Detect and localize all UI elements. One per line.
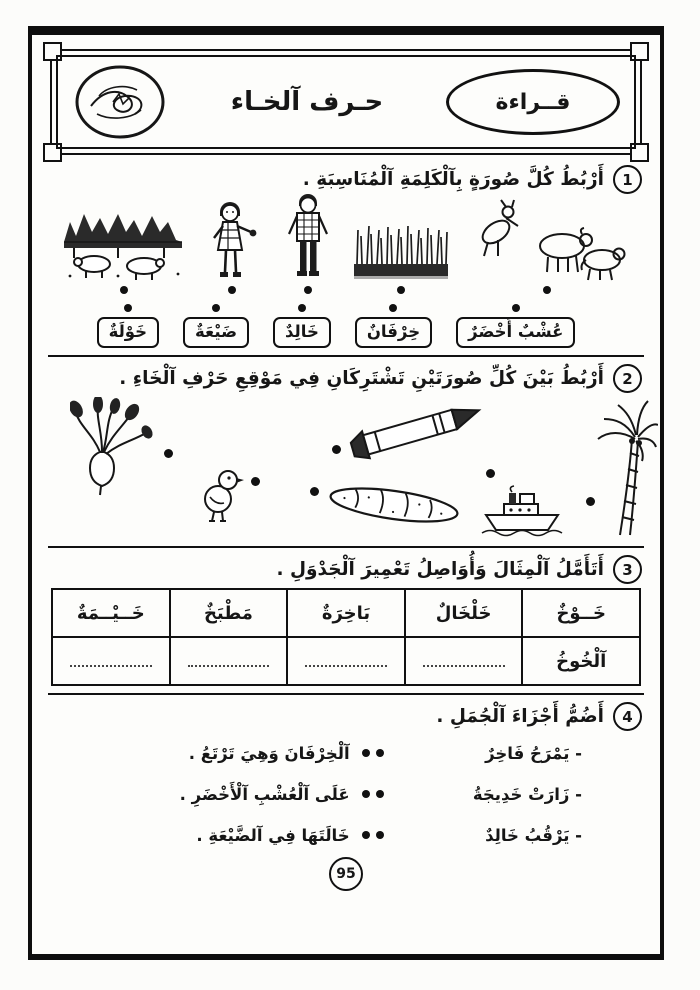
page-number: 95 [336,866,356,882]
connector-dot[interactable] [376,749,384,757]
connector-dot[interactable] [310,487,319,496]
table-header-row [52,589,640,637]
sentence-start-text: - يَرْقُبُ خَالِدٌ [485,825,582,845]
exercise1-instruction: أَرْبُطُ كُلَّ صُورَةٍ بِآلْكَلِمَةِ آلْمُنَاسِبَةِ . [302,169,604,190]
table-answer-cell[interactable] [287,637,405,685]
vegetables-illustration [70,397,156,497]
sentence-ends-column [50,737,376,851]
word-cell-khawla [97,304,159,348]
word-cell-farm [183,304,249,348]
picture-rocket [340,399,488,463]
exercise2-title-row [50,364,642,393]
word-box: خَالِدٌ [273,317,331,348]
section-divider [48,546,644,548]
connector-dot[interactable] [376,790,384,798]
picture-grass [346,220,457,294]
picture-boy [270,192,346,294]
table-answer-cell[interactable] [405,637,523,685]
exercise3-number: 3 [613,555,642,584]
exercise2-pictures [48,397,644,539]
sentence-end-text: عَلَى آلْعُشْبِ آلْأَخْضَرِ . [179,784,350,804]
connector-dot[interactable] [586,497,595,506]
exercise1-number: 1 [613,165,642,194]
connector-dot[interactable] [486,469,495,478]
section-divider [48,693,644,695]
connector-dot[interactable] [362,831,370,839]
baguette-illustration [324,479,464,531]
word-box: عُشْبٌ أَخْضَرٌ [456,317,575,348]
sentence-end [50,737,370,769]
header-banner [50,49,642,155]
table-header-cell: مَطْبَخٌ [170,589,288,637]
connector-dot[interactable] [389,304,397,312]
word-box: ضَيْعَةٌ [183,317,249,348]
answer-blank [188,653,270,667]
farm-scene-illustration [60,202,188,282]
section-divider [48,355,644,357]
table-answer-cell[interactable] [170,637,288,685]
picture-farm-scene [54,202,194,294]
exercise3-instruction: أَتَأَمَّلُ آلْمِثَالَ وَأُوَاصِلُ تَعْمِيرَ آلْجَدْوَلِ . [276,559,604,580]
word-cell-grass [456,304,575,348]
sheep-flock-illustration [462,198,632,282]
answer-blank [305,653,387,667]
connector-dot[interactable] [304,286,312,294]
page-number-badge [329,857,363,891]
word-box: خِرْفَانٌ [355,317,432,348]
sentence-end [50,819,370,851]
table-answer-cell[interactable] [52,637,170,685]
sentence-end-text: خَالَتَهَا فِي آلضَّيْعَةِ . [196,825,350,845]
connector-dot[interactable] [512,304,520,312]
chick-illustration [196,463,246,525]
sentence-start [376,778,582,810]
exercise1-words [58,304,614,348]
boy-illustration [284,192,332,282]
table-header-cell: خَــوْخٌ [522,589,640,637]
exercise4-instruction: أَضُمُّ أَجْزَاءَ آلْجُمَلِ . [436,706,604,727]
connector-dot[interactable] [362,749,370,757]
table-header-cell: خَلْخَالٌ [405,589,523,637]
sentence-end-text: آلْخِرْفَانَ وَهِيَ تَرْتَعُ . [188,743,350,763]
answer-blank [70,653,152,667]
answer-blank [423,653,505,667]
connector-dot[interactable] [362,790,370,798]
connector-dot[interactable] [120,286,128,294]
connector-dot[interactable] [212,304,220,312]
stamp-illustration [72,60,168,144]
sentence-start [376,819,582,851]
connector-dot[interactable] [124,304,132,312]
girl-illustration [206,198,258,282]
connector-dot[interactable] [543,286,551,294]
connector-dot[interactable] [251,477,260,486]
page-title: حـرف آلخـاء [230,87,384,117]
table-answer-row [52,637,640,685]
picture-baguette [324,479,464,531]
connector-dot[interactable] [397,286,405,294]
exercise1-pictures [54,198,638,294]
connector-dot[interactable] [164,449,173,458]
reading-badge-label: قــراءة [495,89,571,115]
exercise2-instruction: أَرْبُطُ بَيْنَ كُلِّ صُورَتَيْنِ تَشْتَرِكَانِ فِي مَوْقِعِ حَرْفِ آلْخَاءِ . [119,368,604,389]
exercise4-title-row [50,702,642,731]
exercise2-number: 2 [613,364,642,393]
connector-dot[interactable] [376,831,384,839]
picture-palm-tree [596,397,658,537]
grass-illustration [352,220,450,282]
picture-vegetables [70,397,156,497]
picture-sheep-flock [457,198,638,294]
rocket-illustration [340,399,488,463]
exercise4-number: 4 [613,702,642,731]
footer [48,857,644,891]
connector-dot[interactable] [298,304,306,312]
sentence-starts-column [376,737,642,851]
word-box: خَوْلَةٌ [97,317,159,348]
sentence-start [376,737,582,769]
ship-illustration [480,485,564,539]
palm-tree-illustration [596,397,658,537]
table-header-cell: خَــيْــمَةٌ [52,589,170,637]
table-header-cell: بَاخِرَةٌ [287,589,405,637]
exercise1-title-row [50,165,642,194]
exercise3-title-row [50,555,642,584]
worksheet-page [28,26,664,960]
connector-dot[interactable] [228,286,236,294]
table-example-cell: آلْخُوخُ [522,637,640,685]
picture-chick [196,463,246,525]
sentence-end [50,778,370,810]
reading-badge [446,69,620,135]
picture-girl [194,198,270,294]
sentence-start-text: - يَمْرَحُ فَاخِرٌ [485,743,582,763]
word-cell-khalid [273,304,331,348]
exercise4-columns [50,737,642,851]
sentence-start-text: - زَارَتْ خَدِيجَةُ [472,784,582,804]
picture-ship [480,485,564,539]
word-table [51,588,641,686]
word-cell-lambs [355,304,432,348]
